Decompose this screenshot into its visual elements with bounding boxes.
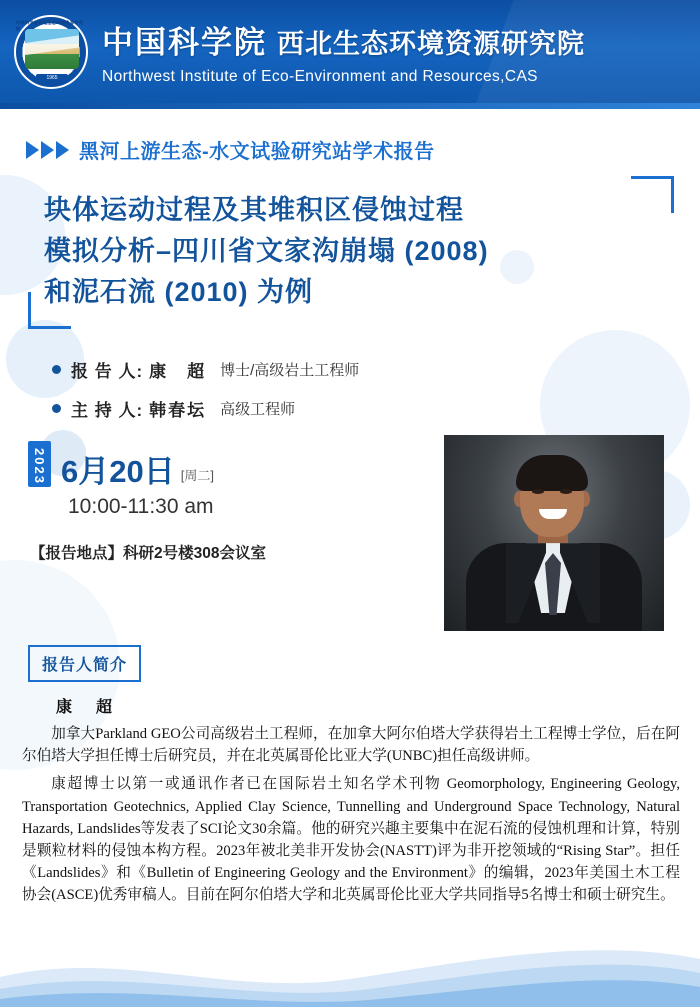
speaker-portrait	[444, 435, 664, 631]
talk-time: 10:00-11:30 am	[68, 495, 214, 519]
talk-title-line-2: 模拟分析–四川省文家沟崩塌 (2008)	[44, 236, 489, 267]
bullet-dot-icon	[52, 365, 61, 374]
bio-section-label: 报告人简介	[28, 645, 141, 682]
bio-paragraph-2: 康超博士以第一或通讯作者已在国际岩土知名学术刊物 Geomorphology, Engineering Geology, Transportation Geotechnics, Applied Clay Science, Tunnelling and Underground Space Technology, Natural Hazards, Landslides等发表了SCI论文30余篇。他的研究兴趣主要集中在泥石流的侵蚀机理和计算，特别是颗粒材料的侵蚀本构方程。2023年被北美非开发协会(NASTT)评为非开挖领域的“Rising Star”。担任《Landslides》和《Bulletin of Engineering Geology and the Environment》的编辑，2023年美国土木工程协会(ASCE)优秀审稿人。目前在阿尔伯塔大学和北英属哥伦比亚大学共同指导5名博士和硕士研究生。	[22, 776, 680, 904]
logo-landscape-icon	[25, 29, 79, 69]
logo-ring-text: 中国科学院西北生态环境资源研究院	[16, 19, 84, 31]
talk-title-line-3: 和泥石流 (2010) 为例	[44, 277, 314, 308]
poster-header	[0, 0, 700, 103]
schedule-block	[28, 441, 266, 563]
bio-person-name: 康 超	[56, 699, 117, 717]
series-banner	[26, 135, 700, 164]
institute-english-name: Northwest Institute of Eco-Environment and Resources,CAS	[102, 68, 538, 85]
bio-paragraph-1: 加拿大Parkland GEO公司高级岩土工程师，在加拿大阿尔伯塔大学获得岩土工程博士学位，后在阿尔伯塔大学担任博士后研究员，并在北英属哥伦比亚大学(UNBC)担任高级讲师。	[22, 726, 680, 765]
speaker-name: 康 超	[149, 362, 207, 382]
logo-base-year: 1965	[36, 74, 68, 82]
header-text-block	[102, 17, 585, 86]
host-name: 韩春坛	[149, 401, 207, 421]
corner-bracket-top-right	[631, 176, 674, 213]
host-row	[52, 396, 700, 421]
cas-name: 中国科学院	[102, 25, 267, 60]
bio-text	[22, 723, 680, 906]
corner-bracket-bottom-left	[28, 292, 71, 329]
year-badge: 2023	[28, 441, 51, 487]
bio-section-header	[28, 645, 141, 682]
speaker-title: 博士/高级岩土工程师	[220, 362, 360, 380]
talk-date: 6月20日	[61, 454, 175, 490]
schedule-and-photo	[0, 441, 700, 631]
cas-logo-icon	[14, 15, 88, 89]
speaker-row	[52, 357, 700, 382]
series-title: 黑河上游生态-水文试验研究站学术报告	[79, 141, 435, 163]
speaker-label: 报 告 人:	[71, 362, 144, 382]
institute-name: 西北生态环境资源研究院	[277, 29, 585, 59]
header-divider	[0, 103, 700, 109]
talk-weekday: [周二]	[180, 468, 214, 484]
host-title: 高级工程师	[220, 401, 296, 419]
talk-location: 【报告地点】科研2号楼308会议室	[30, 545, 266, 563]
people-block	[52, 357, 700, 421]
bullet-dot-icon	[52, 404, 61, 413]
triple-arrow-icon	[26, 141, 69, 159]
talk-title-line-1: 块体运动过程及其堆积区侵蚀过程	[44, 195, 464, 225]
host-label: 主 持 人:	[71, 401, 144, 421]
talk-title-block	[44, 190, 670, 313]
